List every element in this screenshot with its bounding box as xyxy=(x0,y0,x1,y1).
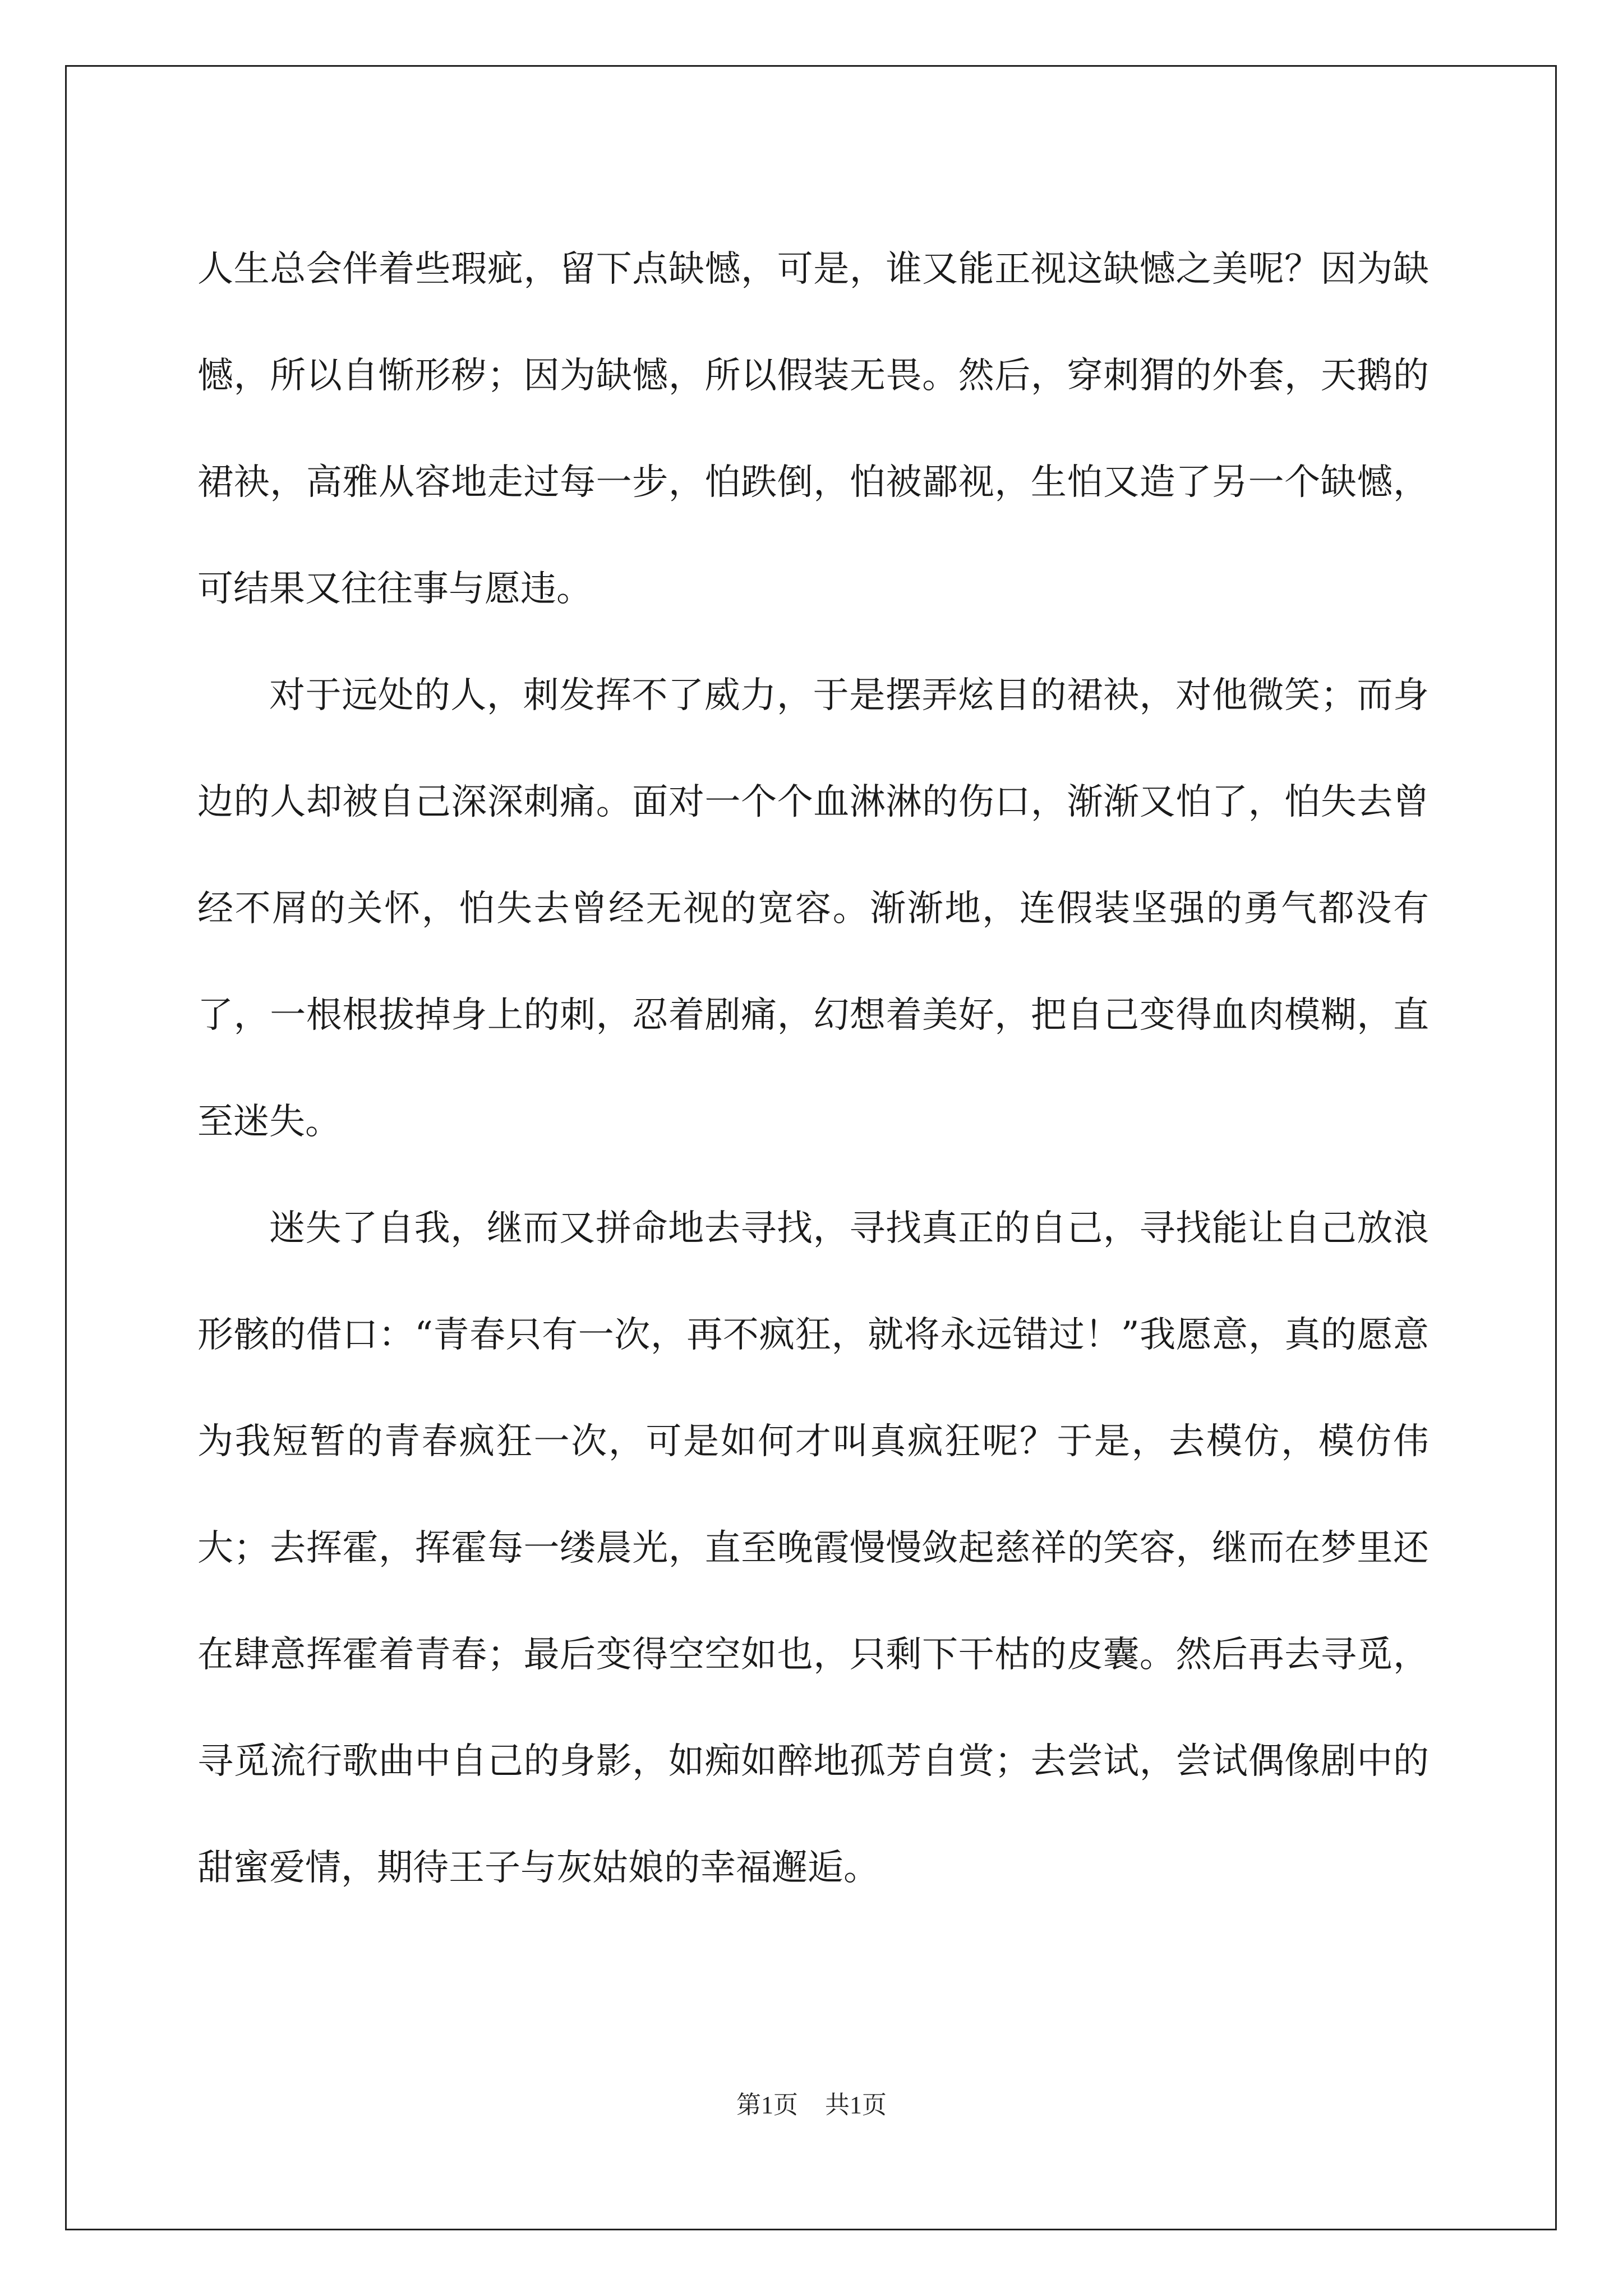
page-number: 第1页 xyxy=(736,2091,798,2119)
document-body xyxy=(197,216,1429,1921)
paragraph-2: 对于远处的人，刺发挥不了威力，于是摆弄炫目的裙袂，对他微笑；而身边的人却被自己深深刺痛。面对一个个血淋淋的伤口，渐渐又怕了，怕失去曾经不屑的关怀，怕失去曾经无视的宽容。渐渐地，连假装坚强的勇气都没有了，一根根拔掉身上的刺，忍着剧痛，幻想着美好，把自己变得血肉模糊，直至迷失。 xyxy=(197,675,1429,1143)
paragraph-1: 人生总会伴着些瑕疵，留下点缺憾，可是，谁又能正视这缺憾之美呢？因为缺憾，所以自惭形秽；因为缺憾，所以假装无畏。然后，穿刺猬的外套，天鹅的裙袂，高雅从容地走过每一步，怕跌倒，怕被鄙视，生怕又造了另一个缺憾，可结果又往往事与愿违。 xyxy=(197,249,1429,610)
page-footer xyxy=(0,2085,1623,2120)
paragraph-3: 迷失了自我，继而又拼命地去寻找，寻找真正的自己，寻找能让自己放浪形骸的借口：“青春只有一次，再不疯狂，就将永远错过！”我愿意，真的愿意为我短暂的青春疯狂一次，可是如何才叫真疯狂呢？于是，去模仿，模仿伟大；去挥霍，挥霍每一缕晨光，直至晚霞慢慢敛起慈祥的笑容，继而在梦里还在肆意挥霍着青春；最后变得空空如也，只剩下干枯的皮囊。然后再去寻觅，寻觅流行歌曲中自己的身影，如痴如醉地孤芳自赏；去尝试，尝试偶像剧中的甜蜜爱情，期待王子与灰姑娘的幸福邂逅。 xyxy=(197,1208,1429,1889)
page-total: 共1页 xyxy=(825,2091,887,2119)
